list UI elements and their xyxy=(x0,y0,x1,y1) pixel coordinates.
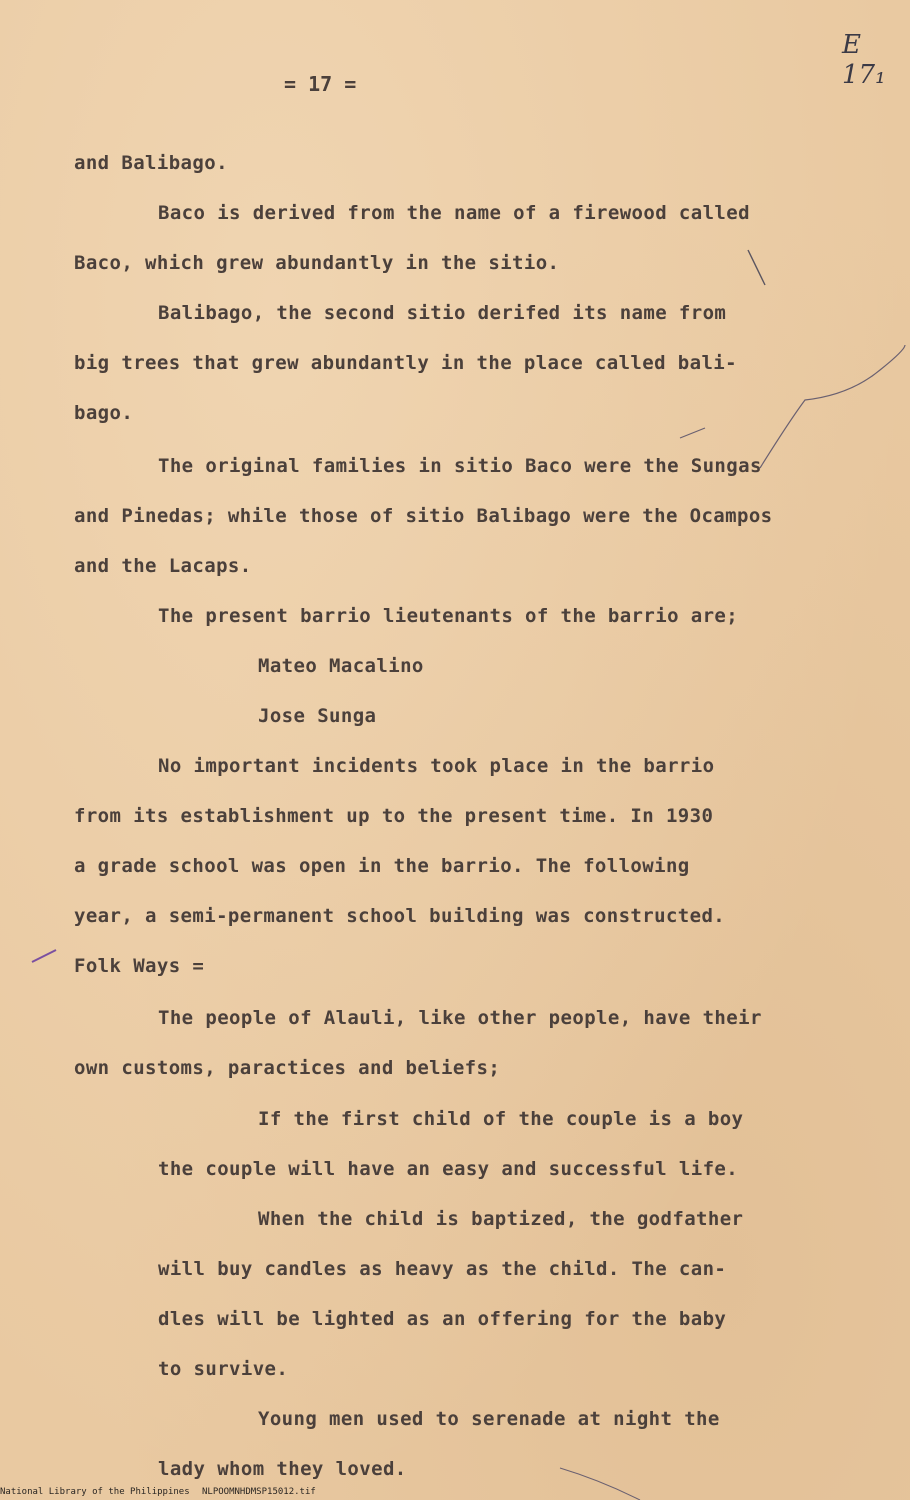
purple-check-mark xyxy=(32,950,56,962)
text-line: When the child is baptized, the godfather xyxy=(258,1208,744,1230)
text-line: No important incidents took place in the barrio xyxy=(158,755,715,777)
footer-library: National Library of the Philippines xyxy=(0,1487,190,1497)
text-line: Young men used to serenade at night the xyxy=(258,1408,720,1430)
text-line: bago. xyxy=(74,402,134,424)
text-line: the couple will have an easy and successful life. xyxy=(158,1158,739,1180)
text-line: year, a semi-permanent school building was constructed. xyxy=(74,905,726,927)
text-line: The people of Alauli, like other people, have their xyxy=(158,1007,762,1029)
text-line: The present barrio lieutenants of the barrio are; xyxy=(158,605,739,627)
text-line: a grade school was open in the barrio. The following xyxy=(74,855,690,877)
text-line: dles will be lighted as an offering for the baby xyxy=(158,1308,727,1330)
text-line: and Pinedas; while those of sitio Balibago were the Ocampos xyxy=(74,505,773,527)
text-line: to survive. xyxy=(158,1358,289,1380)
text-line: Baco is derived from the name of a firewood called xyxy=(158,202,750,224)
text-line: The original families in sitio Baco were the Sungas xyxy=(158,455,762,477)
footer-filename: NLPOOMNHDMSP15012.tif xyxy=(202,1487,316,1497)
footer-caption xyxy=(0,1487,316,1497)
lieutenant-name: Jose Sunga xyxy=(258,705,377,727)
text-line: own customs, paractices and beliefs; xyxy=(74,1057,501,1079)
pencil-stroke xyxy=(680,428,705,438)
text-line: big trees that grew abundantly in the place called bali- xyxy=(74,352,737,374)
section-heading: Folk Ways = xyxy=(74,955,205,977)
text-line: Balibago, the second sitio derifed its name from xyxy=(158,302,727,324)
text-line: If the first child of the couple is a boy xyxy=(258,1108,744,1130)
lieutenant-name: Mateo Macalino xyxy=(258,655,424,677)
text-line: Baco, which grew abundantly in the sitio. xyxy=(74,252,560,274)
text-line: will buy candles as heavy as the child. The can- xyxy=(158,1258,727,1280)
handwritten-page-annotation: E 17₁ xyxy=(842,30,886,90)
text-line: from its establishment up to the present time. In 1930 xyxy=(74,805,714,827)
text-line: and the Lacaps. xyxy=(74,555,252,577)
pencil-stroke xyxy=(760,345,905,468)
pencil-tick-mark xyxy=(748,250,765,285)
pencil-stroke xyxy=(560,1468,640,1500)
page-number: = 17 = xyxy=(284,72,357,96)
text-line: and Balibago. xyxy=(74,152,228,174)
text-line: lady whom they loved. xyxy=(158,1458,407,1480)
